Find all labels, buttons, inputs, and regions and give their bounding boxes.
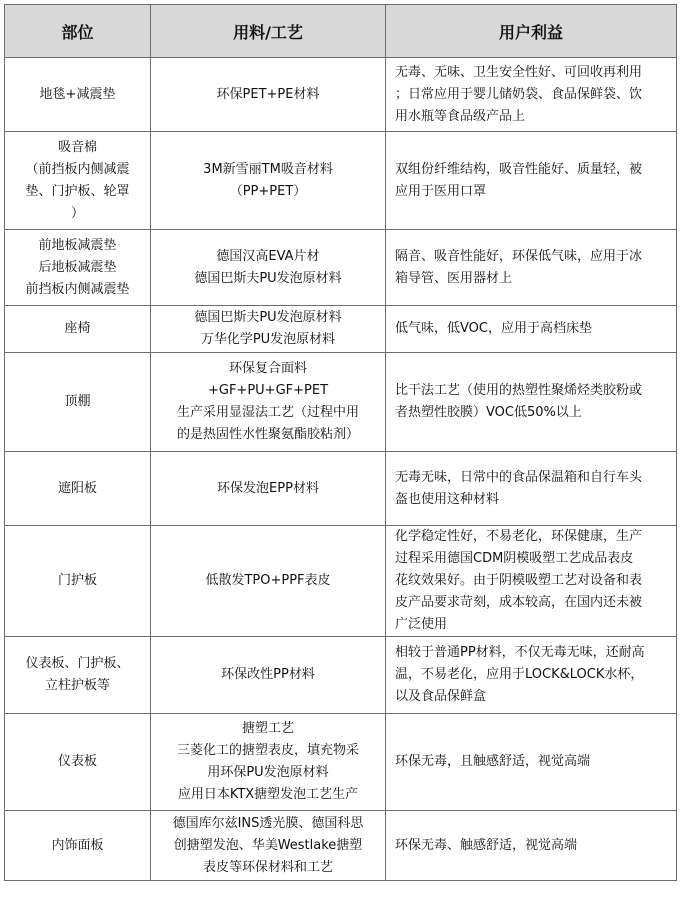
benefit-cell <box>386 714 677 811</box>
benefit-line: 用水瓶等食品级产品上 <box>395 108 526 124</box>
table-row <box>5 58 677 132</box>
part-line: 后地板减震垫 <box>38 259 117 275</box>
material-line: 万华化学PU发泡原材料 <box>200 332 336 347</box>
benefit-line: 隔音、吸音性能好，环保低气味，应用于冰 <box>395 248 643 264</box>
material-cell <box>151 132 386 230</box>
material-line: 环保复合面料 <box>228 361 307 376</box>
table-row <box>5 306 677 353</box>
table-row <box>5 811 677 881</box>
benefit-cell <box>386 306 677 353</box>
part-line: 立柱护板等 <box>44 678 110 693</box>
part-line: 仪表板、门护板、 <box>25 656 130 671</box>
benefit-line: 低气味，低VOC，应用于高档床垫 <box>395 321 592 336</box>
benefit-line: ；日常应用于婴儿储奶袋、食品保鲜袋、饮 <box>395 86 643 102</box>
benefit-cell <box>386 452 677 526</box>
benefit-line: 环保无毒、触感舒适，视觉高端 <box>395 837 578 853</box>
material-cell <box>151 306 386 353</box>
part-cell <box>5 811 151 881</box>
header-material: 用料/工艺 <box>151 5 386 58</box>
part-cell <box>5 132 151 230</box>
material-cell <box>151 637 386 714</box>
table-row <box>5 714 677 811</box>
part-line: 前挡板内侧减震垫 <box>25 281 130 297</box>
header-benefit: 用户利益 <box>386 5 677 58</box>
material-line: 3M新雪丽TM吸音材料 <box>203 161 333 177</box>
table-row <box>5 526 677 637</box>
material-line: 表皮等环保材料和工艺 <box>202 859 333 875</box>
part-line: 垫、门护板、轮罩 <box>25 183 130 199</box>
benefit-cell <box>386 526 677 637</box>
table-header-row <box>5 5 677 58</box>
part-line: 座椅 <box>64 321 91 336</box>
material-line: 德国汉高EVA片材 <box>216 248 320 264</box>
benefit-line: 比干法工艺（使用的热塑性聚烯烃类胶粉或 <box>395 383 643 398</box>
table-body <box>5 58 677 881</box>
part-line: 遮阳板 <box>57 480 97 496</box>
benefit-cell <box>386 230 677 306</box>
part-line: 门护板 <box>57 573 97 588</box>
benefit-cell <box>386 353 677 452</box>
benefit-line: 无毒无味，日常中的食品保温箱和自行车头 <box>395 469 643 485</box>
material-line: 生产采用显湿法工艺（过程中用 <box>176 405 359 420</box>
part-line: ） <box>70 205 84 221</box>
part-cell <box>5 714 151 811</box>
material-line: +GF+PU+GF+PET <box>207 383 329 398</box>
part-cell <box>5 452 151 526</box>
part-cell <box>5 306 151 353</box>
benefit-line: 无毒、无味、卫生安全性好、可回收再利用 <box>395 64 643 80</box>
part-cell <box>5 230 151 306</box>
benefit-line: 盔也使用这种材料 <box>395 491 500 507</box>
material-line: 的是热固性水性聚氨酯胶粘剂） <box>176 427 359 442</box>
part-line: （前挡板内侧减震 <box>25 161 130 177</box>
material-cell <box>151 58 386 132</box>
benefit-line: 双组份纤维结构，吸音性能好、质量轻，被 <box>395 161 643 177</box>
benefit-line: 应用于医用口罩 <box>395 183 487 199</box>
benefit-line: 环保无毒，且触感舒适，视觉高端 <box>395 754 591 769</box>
part-cell <box>5 58 151 132</box>
benefit-line: 皮产品要求苛刻，成本较高，在国内还未被 <box>395 595 643 610</box>
part-line: 地毯+减震垫 <box>39 86 116 102</box>
material-line: 环保发泡EPP材料 <box>217 480 319 496</box>
material-line: 低散发TPO+PPF表皮 <box>205 573 331 588</box>
benefit-line: 化学稳定性好，不易老化，环保健康，生产 <box>395 529 643 544</box>
benefit-line: 花纹效果好。由于阴模吸塑工艺对设备和表 <box>395 573 643 588</box>
material-line: 创搪塑发泡、华美Westlake搪塑 <box>173 837 363 853</box>
table-row <box>5 230 677 306</box>
material-cell <box>151 353 386 452</box>
part-line: 内饰面板 <box>51 837 104 853</box>
benefit-line: 箱导管、医用器材上 <box>395 270 513 286</box>
part-line: 吸音棉 <box>57 139 97 155</box>
benefit-cell <box>386 58 677 132</box>
material-cell <box>151 526 386 637</box>
part-cell <box>5 526 151 637</box>
material-line: 德国巴斯夫PU发泡原材料 <box>194 310 342 325</box>
benefit-cell <box>386 811 677 881</box>
benefit-line: 以及食品保鲜盒 <box>395 689 487 704</box>
material-cell <box>151 452 386 526</box>
part-cell <box>5 637 151 714</box>
benefit-line: 者热塑性胶膜）VOC低50%以上 <box>395 405 582 420</box>
material-cell <box>151 714 386 811</box>
material-line: 环保改性PP材料 <box>221 667 315 682</box>
material-line: 德国库尔兹INS透光膜、德国科思 <box>172 815 364 831</box>
material-line: 三菱化工的搪塑表皮，填充物采 <box>176 743 359 758</box>
material-line: 环保PET+PE材料 <box>216 86 320 102</box>
material-line: 搪塑工艺 <box>241 721 294 736</box>
table-row <box>5 452 677 526</box>
table-row <box>5 637 677 714</box>
material-line: 用环保PU发泡原材料 <box>207 765 329 780</box>
benefit-line: 过程采用德国CDM阴模吸塑工艺成品表皮 <box>395 551 634 566</box>
benefit-line: 温，不易老化，应用于LOCK&LOCK水杯， <box>395 667 644 682</box>
material-line: （PP+PET） <box>229 183 307 199</box>
header-part: 部位 <box>5 5 151 58</box>
part-cell <box>5 353 151 452</box>
part-line: 顶棚 <box>64 394 91 409</box>
benefit-line: 相较于普通PP材料，不仅无毒无味，还耐高 <box>395 645 645 660</box>
material-line: 应用日本KTX搪塑发泡工艺生产 <box>177 787 359 802</box>
material-line: 德国巴斯夫PU发泡原材料 <box>194 270 342 286</box>
table-row <box>5 132 677 230</box>
material-cell <box>151 811 386 881</box>
part-line: 仪表板 <box>57 754 97 769</box>
table-row <box>5 353 677 452</box>
material-cell <box>151 230 386 306</box>
benefit-line: 广泛使用 <box>395 617 448 632</box>
materials-table <box>4 4 677 881</box>
benefit-cell <box>386 132 677 230</box>
benefit-cell <box>386 637 677 714</box>
part-line: 前地板减震垫 <box>38 237 117 253</box>
